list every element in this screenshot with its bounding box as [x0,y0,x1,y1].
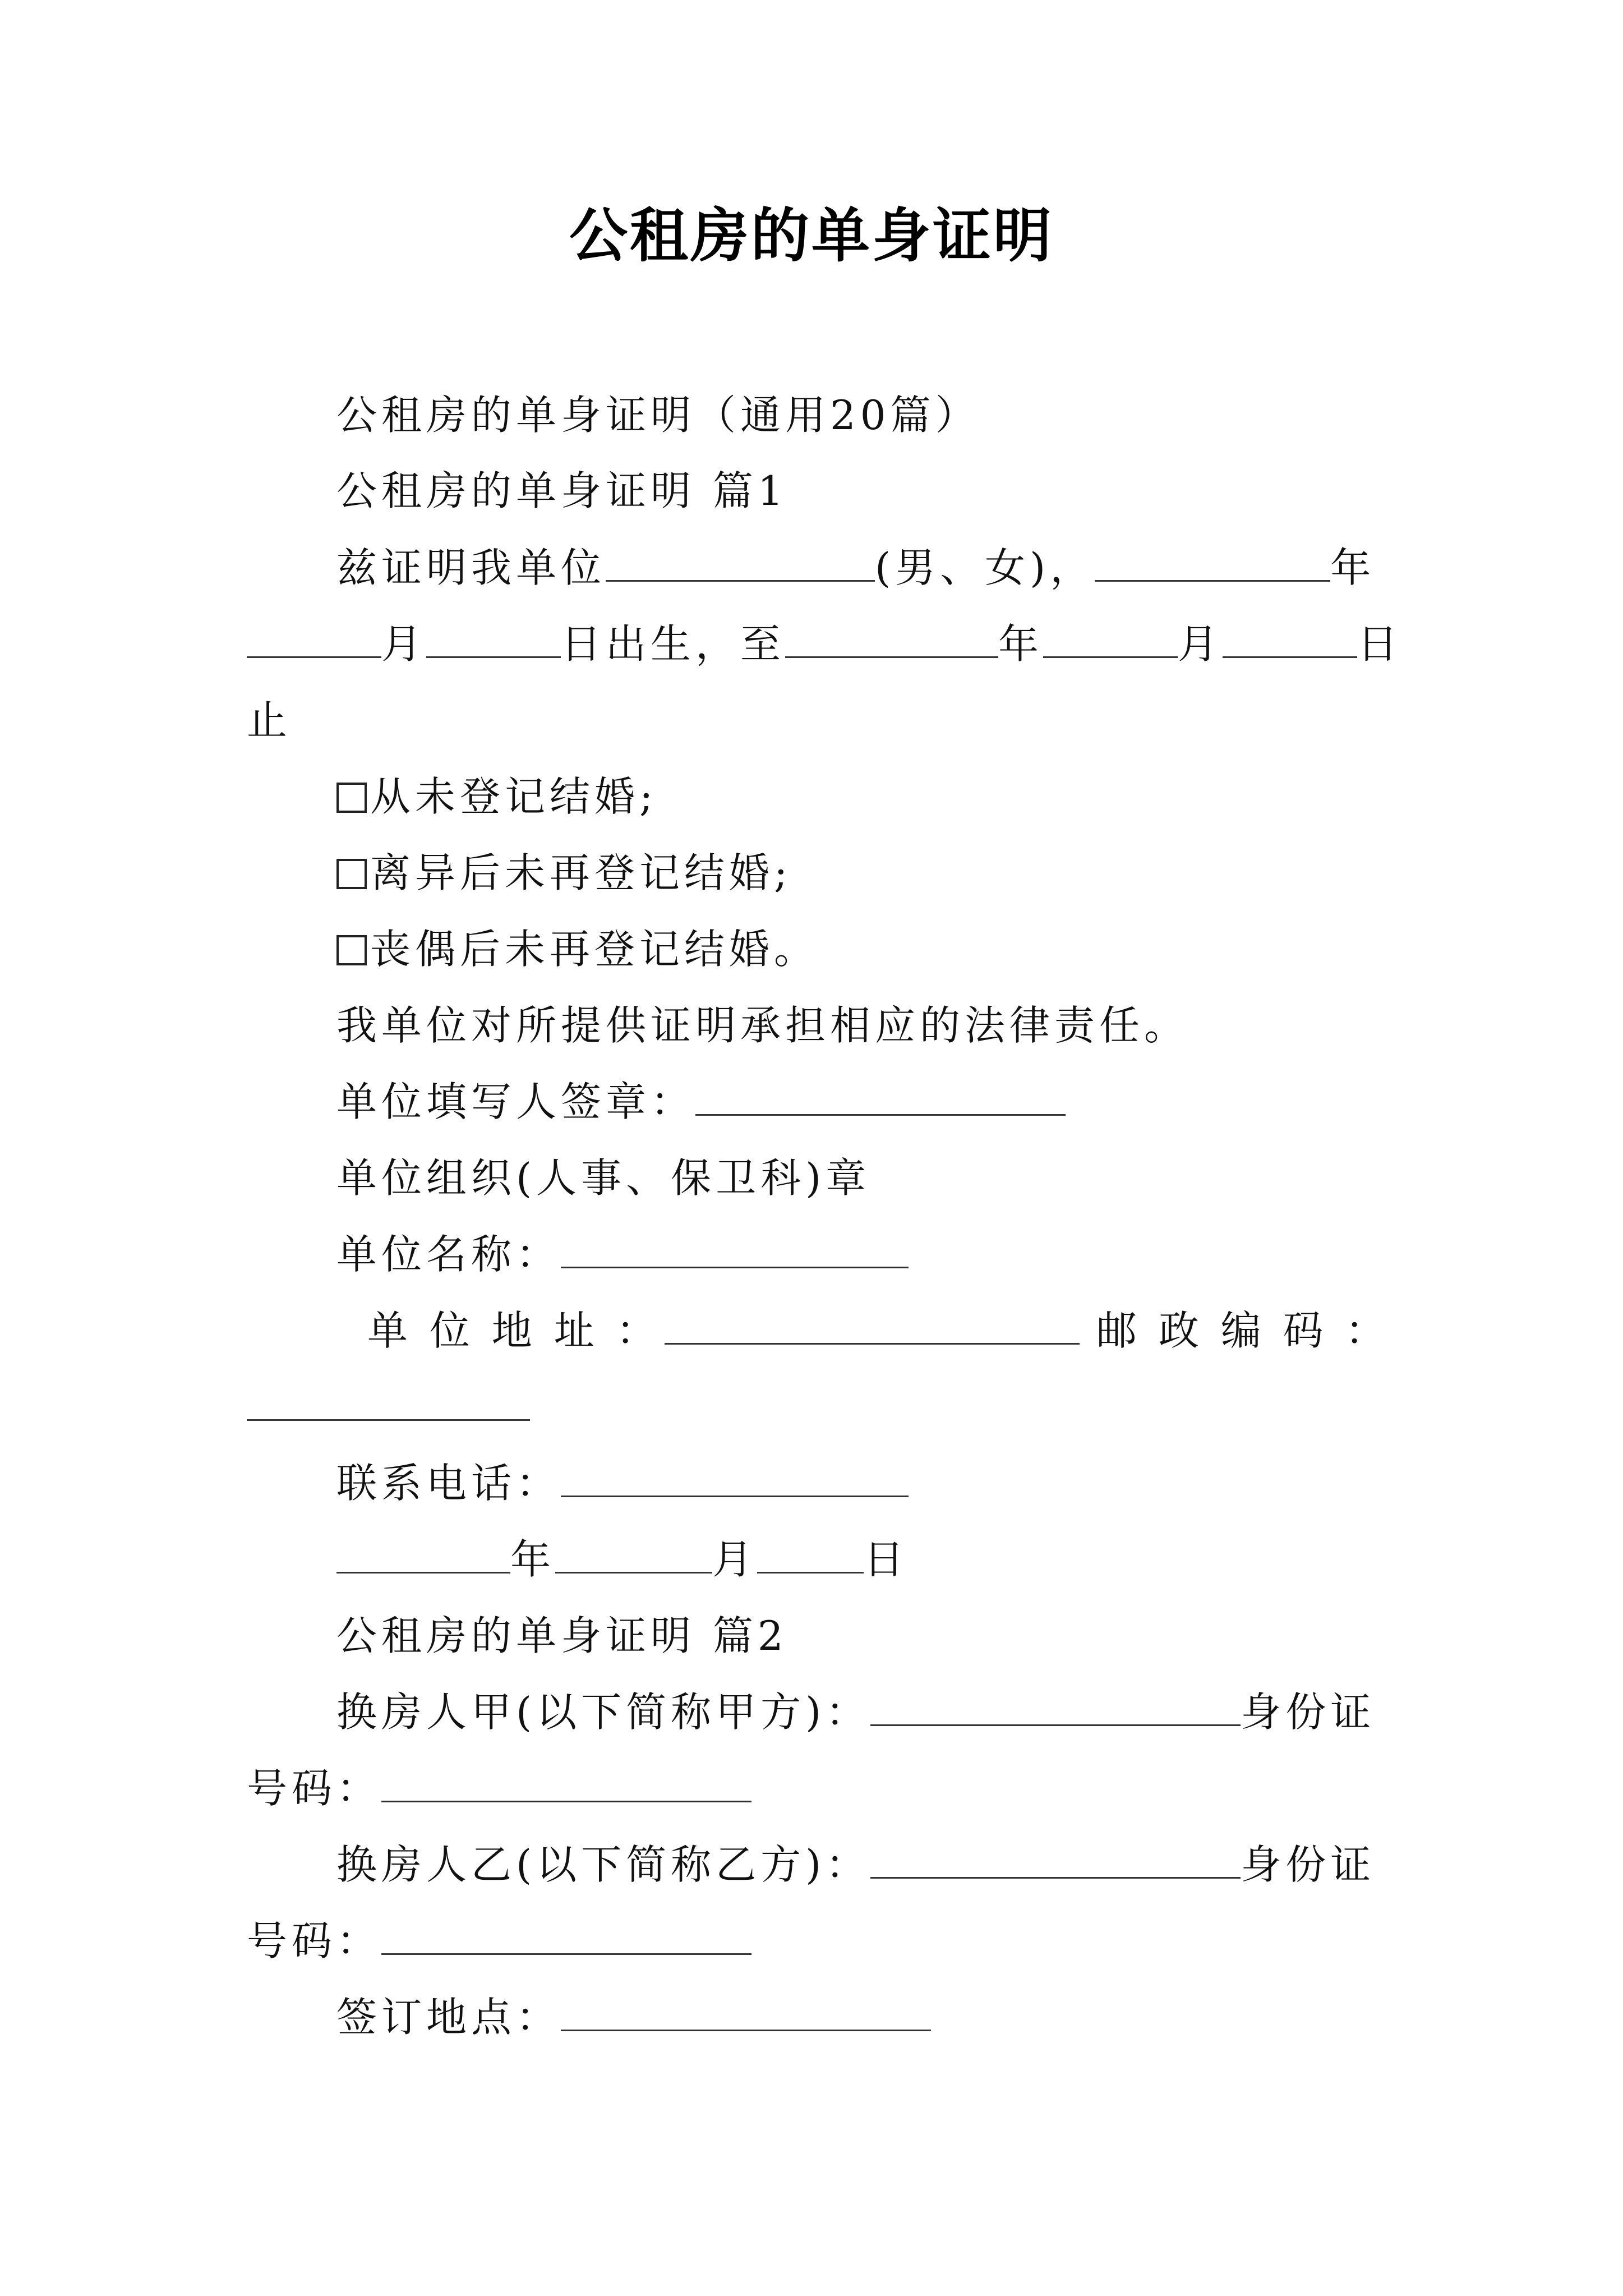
date-day-blank[interactable] [757,1531,864,1573]
certify-line-1 [336,540,1375,596]
unit-name-line [336,1226,909,1282]
option-widowed[interactable] [336,921,819,977]
unit-address-line [367,1303,661,1359]
checkbox-icon[interactable] [336,783,367,813]
until-month-blank[interactable] [1043,616,1178,658]
date-day-text: 日 [864,1536,909,1583]
party-a-id-line [247,1760,751,1816]
phone-line [336,1455,909,1511]
party-a-line [336,1684,1375,1740]
birth-month-blank[interactable] [247,616,381,658]
date-year-blank[interactable] [336,1531,510,1573]
certify-text-unit: 兹证明我单位 [336,544,606,591]
signing-place-blank[interactable] [561,1989,931,2031]
document-subtitle: 公租房的单身证明（通用20篇） [336,392,980,439]
piece2-heading: 公租房的单身证明 篇2 [336,1612,788,1659]
date-month-blank[interactable] [555,1531,712,1573]
year-text: 年 [1330,544,1376,591]
party-b-blank[interactable] [870,1837,1241,1879]
option-divorced[interactable] [336,845,792,901]
until-day-text: 日 [1357,620,1403,668]
checkbox-icon[interactable] [336,935,367,965]
unit-name-blank[interactable] [561,1226,909,1268]
option-label: 丧偶后未再登记结婚。 [370,926,819,973]
checkbox-icon[interactable] [336,859,367,889]
filler-sign-blank[interactable] [695,1074,1066,1116]
name-blank[interactable] [606,540,875,582]
party-b-id-label: 身份证 [1241,1841,1376,1888]
until-year-text: 年 [998,620,1044,668]
until-day-blank[interactable] [1223,616,1357,658]
unit-address-label: 单 位 地 址 ： [367,1307,661,1354]
party-a-label: 换房人甲(以下简称甲方)： [336,1688,871,1736]
party-b-id-blank[interactable] [381,1913,751,1955]
option-label: 离异后未再登记结婚; [370,849,792,896]
party-a-id-blank[interactable] [381,1760,751,1802]
date-month-text: 月 [712,1536,758,1583]
party-b-id-line [247,1913,751,1969]
signing-place-line [336,1989,931,2045]
filler-sign-label: 单位填写人签章： [336,1078,696,1125]
filler-sign-line [336,1074,1066,1130]
option-never-married[interactable] [336,769,657,825]
until-year-blank[interactable] [785,616,998,658]
unit-name-label: 单位名称： [336,1231,561,1278]
month-text: 月 [381,620,427,668]
unit-address-blank[interactable] [665,1303,1080,1345]
gender-text: (男、女)， [875,544,1095,591]
party-a-id-cont: 号码： [247,1765,382,1812]
date-year-text: 年 [510,1536,556,1583]
birth-year-blank[interactable] [1095,540,1330,582]
certify-line-3: 止 [247,697,292,744]
unit-address-blank-wrap [665,1303,1080,1359]
born-until-text: 日出生，至 [561,620,786,668]
party-a-blank[interactable] [870,1684,1241,1726]
signing-place-label: 签订地点： [336,1994,561,2041]
postcode-label-wrap [1096,1303,1390,1359]
postcode-label: 邮 政 编 码 ： [1096,1307,1390,1354]
option-label: 从未登记结婚; [370,773,658,820]
date-line [336,1531,909,1588]
party-b-line [336,1837,1375,1893]
org-seal-label: 单位组织(人事、保卫科)章 [336,1154,871,1202]
phone-label: 联系电话： [336,1460,561,1507]
certify-line-2 [247,616,1402,672]
phone-blank[interactable] [561,1455,909,1497]
party-b-label: 换房人乙(以下简称乙方)： [336,1841,871,1888]
until-month-text: 月 [1178,620,1223,668]
birth-day-blank[interactable] [426,616,561,658]
party-a-id-label: 身份证 [1241,1688,1376,1736]
party-b-id-cont: 号码： [247,1917,382,1964]
piece1-heading: 公租房的单身证明 篇1 [336,467,788,514]
postcode-blank[interactable] [247,1379,530,1421]
document-title: 公租房的单身证明 [569,201,1054,270]
postcode-blank-line [247,1379,530,1435]
responsibility-statement: 我单位对所提供证明承担相应的法律责任。 [336,1002,1189,1049]
